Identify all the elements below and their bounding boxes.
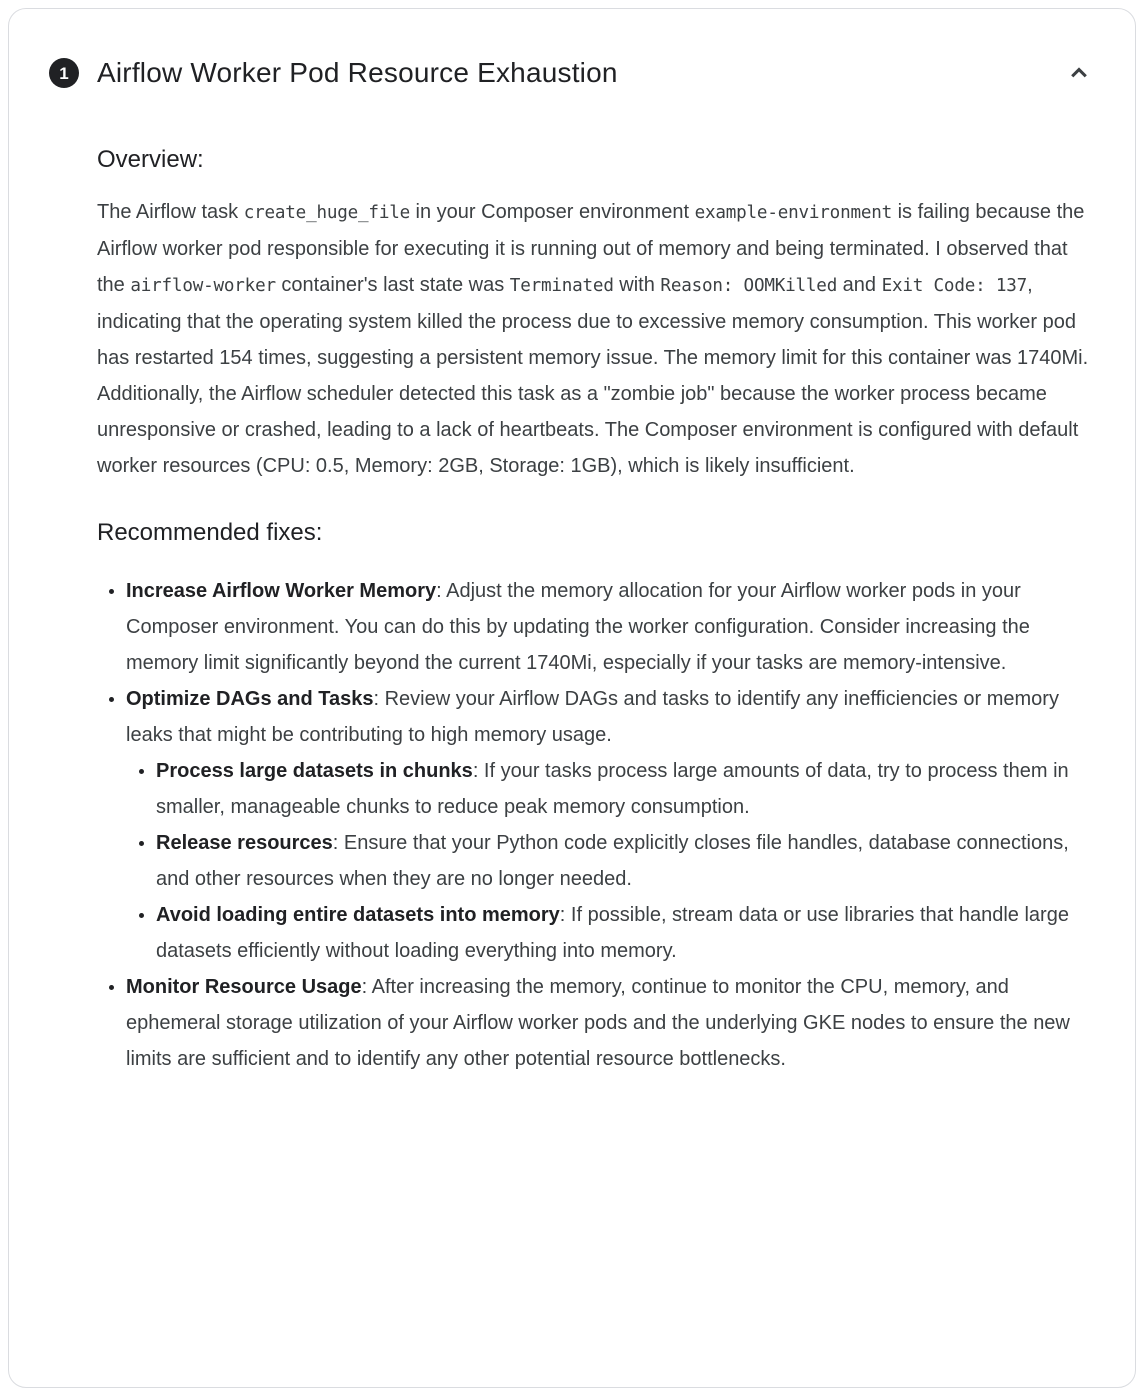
inline-code: airflow-worker [130,276,276,296]
collapse-button[interactable] [1063,57,1095,89]
fix-item: • Release resources: Ensure that your Python code explicitly closes file handles, database connections, and other resources when they are no longer needed. [156,825,1091,897]
fix-item-lead: Monitor Resource Usage [126,976,362,998]
overview-paragraph [97,194,1091,484]
inline-code: create_huge_file [243,203,410,223]
paragraph-text: and [837,274,882,296]
fix-item: • Monitor Resource Usage: After increasing the memory, continue to monitor the CPU, memory, and ephemeral storage utilization of your Airflow worker pods and the underlying GKE nodes to ensure the new limits are sufficient and to identify any other potential resource bottlenecks. [126,969,1091,1077]
inline-code: example-environment [694,203,893,223]
fixes-list [97,573,1091,1077]
issue-card-header[interactable] [9,9,1135,89]
paragraph-text: with [613,274,661,296]
fix-sublist [126,753,1091,969]
fix-item-lead: Process large datasets in chunks [156,760,473,782]
fix-item-lead: Increase Airflow Worker Memory [126,580,437,602]
paragraph-text: container's last state was [275,274,510,296]
fix-item: • Increase Airflow Worker Memory: Adjust the memory allocation for your Airflow worker pods in your Composer environment. You can do this by updating the worker configuration. Consider increasing the memory limit significantly beyond the current 1740Mi, especially if your tasks are memory-intensive. [126,573,1091,681]
issue-number-badge: 1 [49,58,79,88]
fixes-heading: Recommended fixes: [97,519,323,546]
inline-code: Exit Code: 137 [881,276,1028,296]
fix-item: • Avoid loading entire datasets into memory: If possible, stream data or use libraries that handle large datasets efficiently without loading everything into memory. [156,897,1091,969]
fix-item-lead: Avoid loading entire datasets into memory [156,904,560,926]
fix-item: • Process large datasets in chunks: If your tasks process large amounts of data, try to process them in smaller, manageable chunks to reduce peak memory consumption. [156,753,1091,825]
fix-item: • Optimize DAGs and Tasks: Review your Airflow DAGs and tasks to identify any inefficiencies or memory leaks that might be contributing to high memory usage. • Process large datasets in chunks: If your tasks process large amounts of data, try to process them in smaller, manageable chunks to reduce peak memory consumption. • Release resources: Ensure that your Python code explicitly closes file handles, database connections, and other resources when they are no longer needed. • Avoid loading entire datasets into memory: If possible, stream data or use libraries that handle large datasets efficiently without loading everything into memory. [126,681,1091,969]
paragraph-text: The Airflow task [97,201,244,223]
paragraph-text: is failing because the Airflow worker pod responsible for executing it is running out of memory and being terminated. I observed that the [97,201,1085,296]
paragraph-text: in your Composer environment [410,201,695,223]
chevron-up-icon [1065,59,1093,87]
issue-card [8,8,1136,1388]
fix-item-lead: Optimize DAGs and Tasks [126,688,374,710]
overview-heading: Overview: [97,146,204,173]
inline-code: Terminated [509,276,614,296]
issue-title: Airflow Worker Pod Resource Exhaustion [97,57,618,88]
issue-card-body [9,145,1135,1077]
fix-item-lead: Release resources [156,832,333,854]
paragraph-text: , indicating that the operating system killed the process due to excessive memory consumption. This worker pod has restarted 154 times, suggesting a persistent memory issue. The memory limit for this container was 1740Mi. Additionally, the Airflow scheduler detected this task as a "zombie job" because the worker process became unresponsive or crashed, leading to a lack of heartbeats. The Composer environment is configured with default worker resources (CPU: 0.5, Memory: 2GB, Storage: 1GB), which is likely insufficient. [97,274,1089,477]
inline-code: Reason: OOMKilled [660,276,838,296]
